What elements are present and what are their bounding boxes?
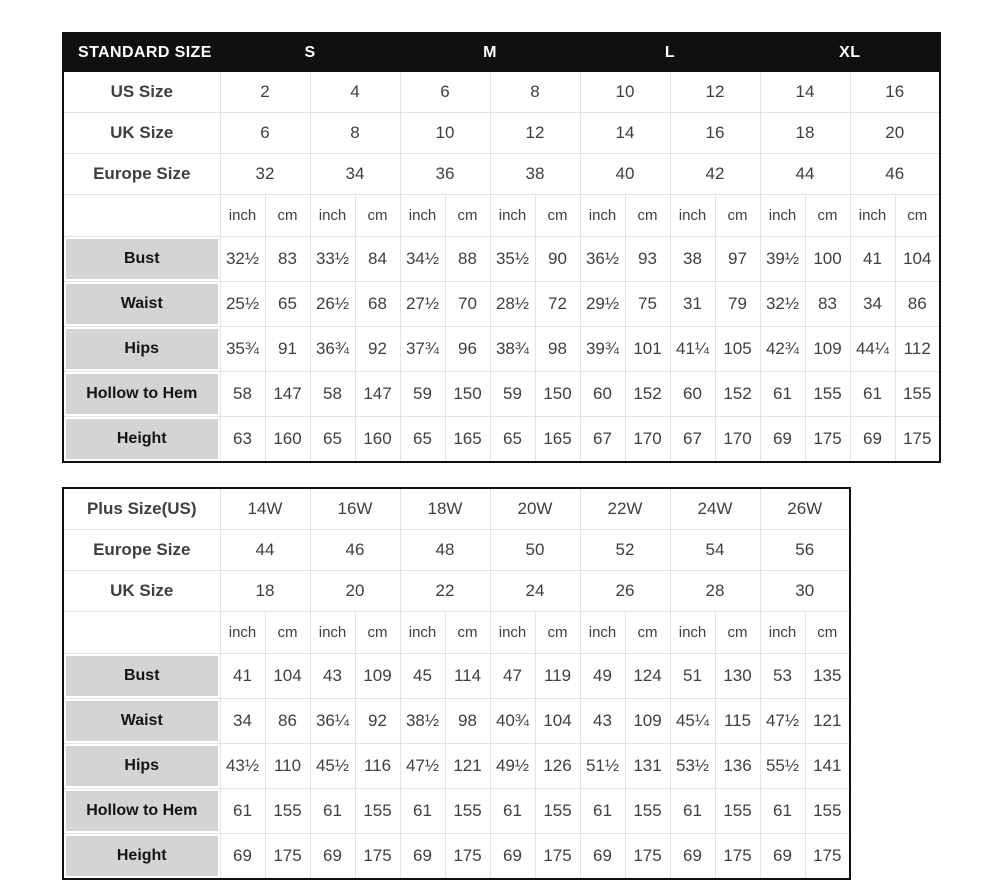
row-label [63, 327, 220, 372]
measure-value-cell: 104 [265, 654, 310, 699]
measure-value-cell: 175 [715, 834, 760, 880]
measure-value-cell: 83 [265, 237, 310, 282]
measure-value-cell: 45 [400, 654, 445, 699]
table-header-row [63, 33, 940, 72]
size-value-cell: 38 [490, 154, 580, 195]
size-value-cell: 10 [400, 113, 490, 154]
measure-value-cell: 65 [310, 417, 355, 463]
measure-value-cell: 93 [625, 237, 670, 282]
measure-value-cell: 38¾ [490, 327, 535, 372]
measure-value-cell: 53½ [670, 744, 715, 789]
size-value-cell: 6 [220, 113, 310, 154]
measure-value-cell: 126 [535, 744, 580, 789]
measure-value-cell: 35½ [490, 237, 535, 282]
unit-cm-cell: cm [715, 612, 760, 654]
measure-value-cell: 58 [310, 372, 355, 417]
measure-value-cell: 147 [355, 372, 400, 417]
measure-value-cell: 69 [220, 834, 265, 880]
unit-inch-cell: inch [850, 195, 895, 237]
measure-value-cell: 155 [535, 789, 580, 834]
measure-value-cell: 98 [535, 327, 580, 372]
measure-value-cell: 175 [895, 417, 940, 463]
measure-value-cell: 69 [850, 417, 895, 463]
row-label [63, 654, 220, 699]
header-size-label: S [220, 33, 400, 72]
size-row [63, 72, 940, 113]
measure-value-cell: 175 [805, 417, 850, 463]
row-label [63, 372, 220, 417]
size-value-cell: 14 [580, 113, 670, 154]
measure-value-cell: 109 [805, 327, 850, 372]
measure-value-cell: 61 [490, 789, 535, 834]
measure-value-cell: 175 [535, 834, 580, 880]
unit-cm-cell: cm [355, 612, 400, 654]
plus-size-table [62, 487, 851, 880]
measure-value-cell: 175 [265, 834, 310, 880]
measure-row [63, 744, 850, 789]
measure-value-cell: 170 [625, 417, 670, 463]
measure-value-cell: 55½ [760, 744, 805, 789]
measure-value-cell: 43½ [220, 744, 265, 789]
measure-value-cell: 84 [355, 237, 400, 282]
measure-value-cell: 68 [355, 282, 400, 327]
measure-value-cell: 90 [535, 237, 580, 282]
size-value-cell: 8 [310, 113, 400, 154]
size-value-cell: 14 [760, 72, 850, 113]
measure-row [63, 327, 940, 372]
size-value-cell: 44 [220, 530, 310, 571]
measure-value-cell: 150 [445, 372, 490, 417]
unit-cm-cell: cm [625, 195, 670, 237]
unit-inch-cell: inch [310, 612, 355, 654]
measure-value-cell: 69 [490, 834, 535, 880]
measure-value-cell: 32½ [220, 237, 265, 282]
size-row [63, 488, 850, 530]
measure-value-cell: 69 [400, 834, 445, 880]
size-value-cell: 18W [400, 488, 490, 530]
measure-value-cell: 115 [715, 699, 760, 744]
measure-value-cell: 65 [265, 282, 310, 327]
measure-value-cell: 25½ [220, 282, 265, 327]
measure-value-cell: 98 [445, 699, 490, 744]
measure-value-cell: 34 [850, 282, 895, 327]
measure-value-cell: 86 [265, 699, 310, 744]
measure-value-cell: 44¼ [850, 327, 895, 372]
measure-value-cell: 92 [355, 327, 400, 372]
measure-value-cell: 110 [265, 744, 310, 789]
measure-value-cell: 72 [535, 282, 580, 327]
row-label [63, 699, 220, 744]
unit-inch-cell: inch [310, 195, 355, 237]
unit-row-empty-label [63, 195, 220, 237]
size-value-cell: 16W [310, 488, 400, 530]
size-value-cell: 16 [670, 113, 760, 154]
row-label: US Size [63, 72, 220, 113]
measure-value-cell: 70 [445, 282, 490, 327]
unit-cm-cell: cm [535, 612, 580, 654]
measure-value-cell: 175 [625, 834, 670, 880]
measure-value-cell: 34½ [400, 237, 445, 282]
measure-value-cell: 28½ [490, 282, 535, 327]
unit-cm-cell: cm [445, 195, 490, 237]
measure-value-cell: 116 [355, 744, 400, 789]
measure-value-cell: 36¼ [310, 699, 355, 744]
measure-value-cell: 33½ [310, 237, 355, 282]
size-value-cell: 46 [310, 530, 400, 571]
measure-value-cell: 39½ [760, 237, 805, 282]
size-value-cell: 26W [760, 488, 850, 530]
measure-value-cell: 47 [490, 654, 535, 699]
size-value-cell: 24W [670, 488, 760, 530]
size-value-cell: 12 [670, 72, 760, 113]
measure-value-cell: 59 [400, 372, 445, 417]
measure-value-cell: 43 [580, 699, 625, 744]
measure-row [63, 834, 850, 880]
measure-value-cell: 61 [220, 789, 265, 834]
unit-row [63, 195, 940, 237]
measure-value-cell: 105 [715, 327, 760, 372]
measure-value-cell: 75 [625, 282, 670, 327]
measure-value-cell: 37¾ [400, 327, 445, 372]
measure-value-cell: 42¾ [760, 327, 805, 372]
measure-value-cell: 36½ [580, 237, 625, 282]
measure-value-cell: 49½ [490, 744, 535, 789]
unit-cm-cell: cm [355, 195, 400, 237]
measure-value-cell: 170 [715, 417, 760, 463]
unit-cm-cell: cm [895, 195, 940, 237]
unit-inch-cell: inch [670, 612, 715, 654]
unit-inch-cell: inch [220, 612, 265, 654]
unit-cm-cell: cm [625, 612, 670, 654]
measure-value-cell: 86 [895, 282, 940, 327]
measure-value-cell: 61 [850, 372, 895, 417]
measure-value-cell: 155 [895, 372, 940, 417]
table-title: STANDARD SIZE [63, 33, 220, 72]
unit-cm-cell: cm [265, 195, 310, 237]
unit-inch-cell: inch [220, 195, 265, 237]
measure-value-cell: 27½ [400, 282, 445, 327]
measure-value-cell: 101 [625, 327, 670, 372]
size-row [63, 530, 850, 571]
plus-size-table-container [62, 487, 1000, 880]
measure-value-cell: 53 [760, 654, 805, 699]
measure-value-cell: 155 [445, 789, 490, 834]
measure-label-text: Waist [66, 284, 218, 324]
unit-inch-cell: inch [400, 195, 445, 237]
measure-value-cell: 67 [670, 417, 715, 463]
measure-value-cell: 97 [715, 237, 760, 282]
size-value-cell: 52 [580, 530, 670, 571]
measure-value-cell: 119 [535, 654, 580, 699]
size-value-cell: 26 [580, 571, 670, 612]
header-size-label: XL [760, 33, 940, 72]
measure-value-cell: 61 [580, 789, 625, 834]
size-value-cell: 46 [850, 154, 940, 195]
row-label [63, 282, 220, 327]
measure-value-cell: 61 [400, 789, 445, 834]
measure-value-cell: 47½ [760, 699, 805, 744]
size-value-cell: 54 [670, 530, 760, 571]
measure-value-cell: 69 [310, 834, 355, 880]
measure-value-cell: 175 [445, 834, 490, 880]
measure-value-cell: 49 [580, 654, 625, 699]
size-value-cell: 22W [580, 488, 670, 530]
measure-value-cell: 59 [490, 372, 535, 417]
measure-value-cell: 35¾ [220, 327, 265, 372]
measure-value-cell: 155 [355, 789, 400, 834]
measure-value-cell: 43 [310, 654, 355, 699]
measure-value-cell: 100 [805, 237, 850, 282]
measure-value-cell: 147 [265, 372, 310, 417]
row-label [63, 417, 220, 463]
measure-value-cell: 165 [535, 417, 580, 463]
measure-value-cell: 121 [445, 744, 490, 789]
measure-value-cell: 91 [265, 327, 310, 372]
measure-label-text: Hips [66, 746, 218, 786]
measure-value-cell: 47½ [400, 744, 445, 789]
measure-value-cell: 131 [625, 744, 670, 789]
measure-label-text: Height [66, 419, 218, 459]
standard-size-table-container [62, 32, 1000, 463]
measure-value-cell: 63 [220, 417, 265, 463]
measure-value-cell: 51 [670, 654, 715, 699]
unit-inch-cell: inch [760, 195, 805, 237]
size-value-cell: 42 [670, 154, 760, 195]
size-value-cell: 14W [220, 488, 310, 530]
size-row [63, 154, 940, 195]
row-label [63, 834, 220, 880]
measure-value-cell: 61 [760, 372, 805, 417]
measure-value-cell: 45¼ [670, 699, 715, 744]
measure-value-cell: 114 [445, 654, 490, 699]
measure-value-cell: 130 [715, 654, 760, 699]
measure-value-cell: 96 [445, 327, 490, 372]
measure-row [63, 417, 940, 463]
measure-value-cell: 109 [625, 699, 670, 744]
measure-value-cell: 61 [760, 789, 805, 834]
measure-value-cell: 58 [220, 372, 265, 417]
size-value-cell: 20 [310, 571, 400, 612]
unit-cm-cell: cm [805, 612, 850, 654]
measure-value-cell: 29½ [580, 282, 625, 327]
measure-row [63, 789, 850, 834]
unit-row [63, 612, 850, 654]
measure-value-cell: 124 [625, 654, 670, 699]
measure-value-cell: 155 [625, 789, 670, 834]
size-value-cell: 2 [220, 72, 310, 113]
measure-value-cell: 69 [760, 834, 805, 880]
measure-label-text: Height [66, 836, 218, 876]
measure-value-cell: 160 [265, 417, 310, 463]
measure-value-cell: 121 [805, 699, 850, 744]
measure-value-cell: 92 [355, 699, 400, 744]
unit-inch-cell: inch [490, 195, 535, 237]
row-label: Europe Size [63, 154, 220, 195]
measure-value-cell: 34 [220, 699, 265, 744]
measure-value-cell: 65 [400, 417, 445, 463]
measure-value-cell: 51½ [580, 744, 625, 789]
header-size-label: M [400, 33, 580, 72]
measure-value-cell: 69 [670, 834, 715, 880]
unit-inch-cell: inch [400, 612, 445, 654]
size-value-cell: 36 [400, 154, 490, 195]
unit-cm-cell: cm [715, 195, 760, 237]
row-label: UK Size [63, 571, 220, 612]
row-label [63, 237, 220, 282]
size-value-cell: 12 [490, 113, 580, 154]
measure-label-text: Hips [66, 329, 218, 369]
measure-value-cell: 32½ [760, 282, 805, 327]
measure-value-cell: 109 [355, 654, 400, 699]
measure-value-cell: 155 [805, 789, 850, 834]
unit-cm-cell: cm [535, 195, 580, 237]
measure-value-cell: 150 [535, 372, 580, 417]
measure-row [63, 282, 940, 327]
measure-value-cell: 135 [805, 654, 850, 699]
size-value-cell: 32 [220, 154, 310, 195]
unit-row-empty-label [63, 612, 220, 654]
measure-value-cell: 152 [715, 372, 760, 417]
measure-value-cell: 160 [355, 417, 400, 463]
row-label [63, 789, 220, 834]
row-label [63, 744, 220, 789]
measure-value-cell: 83 [805, 282, 850, 327]
row-label: Plus Size(US) [63, 488, 220, 530]
size-value-cell: 6 [400, 72, 490, 113]
measure-label-text: Hollow to Hem [66, 791, 218, 831]
measure-label-text: Waist [66, 701, 218, 741]
unit-cm-cell: cm [445, 612, 490, 654]
measure-value-cell: 38 [670, 237, 715, 282]
size-value-cell: 10 [580, 72, 670, 113]
measure-value-cell: 41 [220, 654, 265, 699]
measure-value-cell: 60 [580, 372, 625, 417]
size-value-cell: 4 [310, 72, 400, 113]
measure-value-cell: 112 [895, 327, 940, 372]
measure-label-text: Bust [66, 239, 218, 279]
measure-value-cell: 41¼ [670, 327, 715, 372]
size-value-cell: 22 [400, 571, 490, 612]
measure-value-cell: 39¾ [580, 327, 625, 372]
measure-value-cell: 175 [805, 834, 850, 880]
measure-value-cell: 152 [625, 372, 670, 417]
header-size-label: L [580, 33, 760, 72]
unit-inch-cell: inch [580, 195, 625, 237]
measure-label-text: Bust [66, 656, 218, 696]
measure-value-cell: 36¾ [310, 327, 355, 372]
measure-value-cell: 41 [850, 237, 895, 282]
unit-inch-cell: inch [670, 195, 715, 237]
measure-value-cell: 61 [310, 789, 355, 834]
row-label: UK Size [63, 113, 220, 154]
size-value-cell: 50 [490, 530, 580, 571]
size-value-cell: 34 [310, 154, 400, 195]
size-value-cell: 48 [400, 530, 490, 571]
measure-value-cell: 165 [445, 417, 490, 463]
measure-value-cell: 45½ [310, 744, 355, 789]
measure-value-cell: 175 [355, 834, 400, 880]
size-value-cell: 30 [760, 571, 850, 612]
size-value-cell: 56 [760, 530, 850, 571]
size-value-cell: 24 [490, 571, 580, 612]
measure-value-cell: 88 [445, 237, 490, 282]
measure-value-cell: 155 [265, 789, 310, 834]
measure-value-cell: 65 [490, 417, 535, 463]
unit-cm-cell: cm [265, 612, 310, 654]
size-value-cell: 20W [490, 488, 580, 530]
measure-value-cell: 38½ [400, 699, 445, 744]
size-value-cell: 28 [670, 571, 760, 612]
measure-label-text: Hollow to Hem [66, 374, 218, 414]
standard-size-table [62, 32, 941, 463]
size-value-cell: 20 [850, 113, 940, 154]
measure-row [63, 372, 940, 417]
size-value-cell: 8 [490, 72, 580, 113]
unit-cm-cell: cm [805, 195, 850, 237]
measure-value-cell: 60 [670, 372, 715, 417]
measure-value-cell: 69 [580, 834, 625, 880]
unit-inch-cell: inch [580, 612, 625, 654]
measure-value-cell: 104 [535, 699, 580, 744]
size-row [63, 113, 940, 154]
measure-value-cell: 155 [715, 789, 760, 834]
unit-inch-cell: inch [760, 612, 805, 654]
measure-value-cell: 31 [670, 282, 715, 327]
measure-value-cell: 104 [895, 237, 940, 282]
measure-value-cell: 155 [805, 372, 850, 417]
measure-value-cell: 40¾ [490, 699, 535, 744]
size-value-cell: 18 [220, 571, 310, 612]
measure-value-cell: 69 [760, 417, 805, 463]
measure-value-cell: 79 [715, 282, 760, 327]
measure-row [63, 654, 850, 699]
measure-value-cell: 141 [805, 744, 850, 789]
size-row [63, 571, 850, 612]
measure-value-cell: 136 [715, 744, 760, 789]
unit-inch-cell: inch [490, 612, 535, 654]
row-label: Europe Size [63, 530, 220, 571]
measure-row [63, 237, 940, 282]
measure-value-cell: 61 [670, 789, 715, 834]
measure-value-cell: 67 [580, 417, 625, 463]
size-value-cell: 40 [580, 154, 670, 195]
size-value-cell: 44 [760, 154, 850, 195]
measure-value-cell: 26½ [310, 282, 355, 327]
size-value-cell: 16 [850, 72, 940, 113]
size-value-cell: 18 [760, 113, 850, 154]
measure-row [63, 699, 850, 744]
